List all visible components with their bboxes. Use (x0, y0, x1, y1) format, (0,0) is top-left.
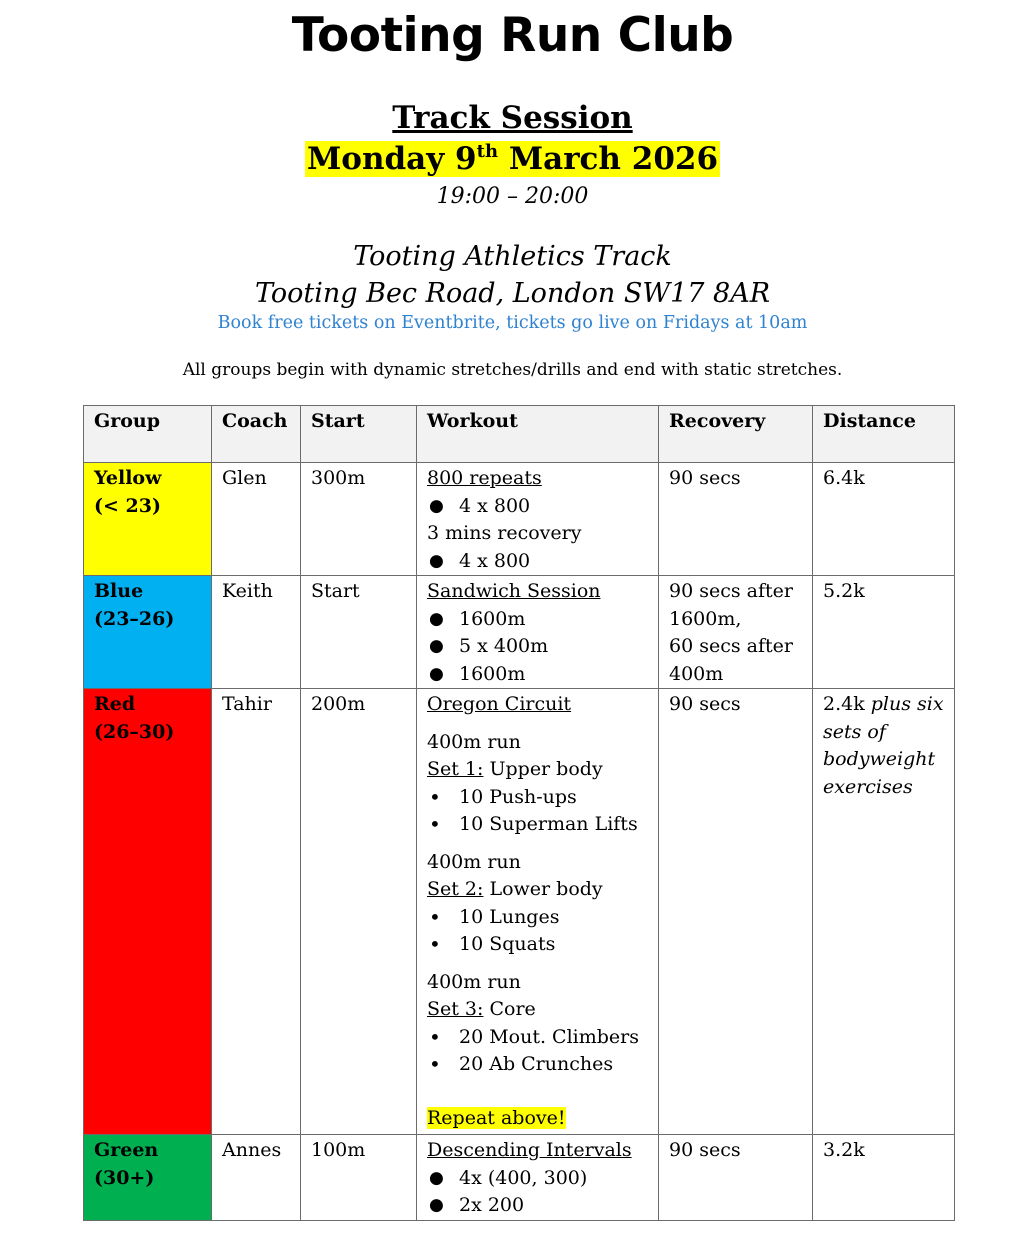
session-time: 19:00 – 20:00 (436, 184, 589, 209)
repeat-highlight: Repeat above! (427, 1106, 566, 1129)
set-line (427, 876, 649, 904)
session-table (83, 405, 955, 1221)
recovery-cell (659, 576, 813, 689)
recovery-cell: 90 secs (659, 689, 813, 1135)
workout-title: 800 repeats (427, 467, 542, 489)
distance-note: plus six (864, 693, 944, 715)
coach-cell: Keith (212, 576, 301, 689)
distance-line (823, 691, 945, 719)
distance-note: exercises (823, 775, 913, 798)
group-name: Green (94, 1139, 159, 1161)
workout-cell (417, 1135, 659, 1221)
run-line: 400m run (427, 850, 521, 873)
workout-item: ● 1600m (427, 606, 649, 634)
venue-name: Tooting Athletics Track (353, 241, 672, 272)
table-row-red (84, 689, 955, 1135)
group-cell-red (84, 689, 212, 1135)
workout-cell (417, 576, 659, 689)
recovery-line: 400m (669, 662, 724, 685)
repeat-note (427, 1105, 649, 1133)
workout-item: ● 1600m (427, 661, 649, 689)
table-row-green (84, 1135, 955, 1221)
set-line (427, 756, 649, 784)
header-coach: Coach (212, 406, 301, 463)
group-cell-green (84, 1135, 212, 1221)
intro-text: All groups begin with dynamic stretches/drills and end with static stretches. (182, 360, 843, 380)
date-day: Monday 9 (306, 141, 477, 177)
set-text: Lower body (483, 878, 603, 900)
workout-title: Descending Intervals (427, 1139, 632, 1161)
group-age: (30+) (94, 1166, 155, 1189)
distance-cell: 6.4k (813, 463, 955, 576)
run-line: 400m run (427, 730, 521, 753)
exercise-item: • 10 Superman Lifts (427, 811, 649, 839)
set-label: Set 1: (427, 758, 484, 780)
date-month-year: March 2026 (498, 141, 719, 177)
coach-cell: Annes (212, 1135, 301, 1221)
workout-item: ● 5 x 400m (427, 633, 649, 661)
group-name: Yellow (94, 467, 162, 489)
set-line (427, 996, 649, 1024)
header-workout: Workout (417, 406, 659, 463)
group-cell-blue (84, 576, 212, 689)
group-cell-yellow (84, 463, 212, 576)
coach-cell: Glen (212, 463, 301, 576)
session-heading: Track Session (392, 100, 633, 136)
session-date (0, 141, 1025, 177)
distance-cell: 3.2k (813, 1135, 955, 1221)
set-label: Set 2: (427, 878, 484, 900)
set-text: Core (483, 998, 536, 1020)
start-cell: 300m (301, 463, 417, 576)
set-label: Set 3: (427, 998, 484, 1020)
group-age: (23–26) (94, 607, 175, 630)
workout-item: 3 mins recovery (427, 522, 582, 544)
recovery-cell: 90 secs (659, 463, 813, 576)
start-cell: 200m (301, 689, 417, 1135)
exercise-item: • 10 Push-ups (427, 784, 649, 812)
recovery-cell: 90 secs (659, 1135, 813, 1221)
workout-item: ● 4 x 800 (427, 493, 649, 521)
group-name: Blue (94, 580, 144, 602)
header-start: Start (301, 406, 417, 463)
recovery-line: 90 secs after (669, 580, 793, 602)
start-cell: 100m (301, 1135, 417, 1221)
workout-title: Oregon Circuit (427, 693, 572, 715)
header-recovery: Recovery (659, 406, 813, 463)
start-cell: Start (301, 576, 417, 689)
group-age: (< 23) (94, 494, 161, 517)
recovery-line: 60 secs after (669, 635, 793, 657)
workout-item: ● 2x 200 (427, 1192, 649, 1220)
recovery-line: 1600m, (669, 607, 742, 630)
set-text: Upper body (483, 758, 603, 780)
coach-cell: Tahir (212, 689, 301, 1135)
date-suffix: th (476, 141, 499, 162)
exercise-item: • 10 Lunges (427, 904, 649, 932)
header-group: Group (84, 406, 212, 463)
workout-cell (417, 463, 659, 576)
distance-note: bodyweight (823, 748, 936, 770)
table-header-row (84, 406, 955, 463)
distance-note: sets of (823, 720, 886, 743)
distance-value: 2.4k (823, 693, 865, 715)
venue-address: Tooting Bec Road, London SW17 8AR (254, 278, 771, 309)
date-highlight (305, 141, 720, 177)
table-row-yellow (84, 463, 955, 576)
distance-cell (813, 689, 955, 1135)
workout-title: Sandwich Session (427, 580, 601, 602)
run-line: 400m run (427, 970, 521, 993)
workout-item: ● 4x (400, 300) (427, 1165, 649, 1193)
distance-cell: 5.2k (813, 576, 955, 689)
group-age: (26–30) (94, 720, 175, 743)
table-row-blue (84, 576, 955, 689)
exercise-item: • 20 Ab Crunches (427, 1051, 649, 1079)
group-name: Red (94, 693, 136, 715)
workout-item: ● 4 x 800 (427, 548, 649, 576)
page-title: Tooting Run Club (291, 8, 734, 63)
exercise-item: • 20 Mout. Climbers (427, 1024, 649, 1052)
booking-link[interactable]: Book free tickets on Eventbrite, tickets go live on Fridays at 10am (217, 313, 808, 333)
header-distance: Distance (813, 406, 955, 463)
exercise-item: • 10 Squats (427, 931, 649, 959)
workout-cell (417, 689, 659, 1135)
